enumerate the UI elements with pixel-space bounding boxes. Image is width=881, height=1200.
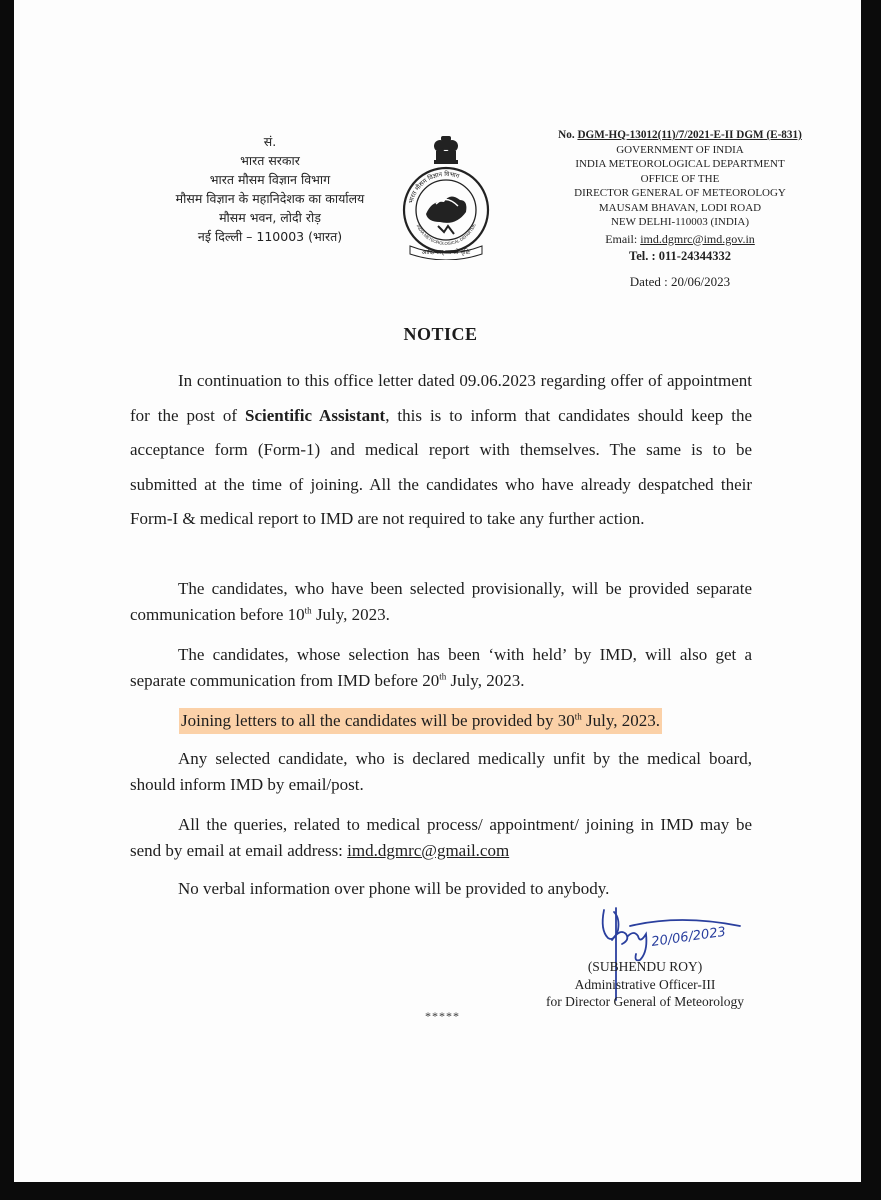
signatory-name: (SUBHENDU ROY) <box>587 959 703 974</box>
signatory-block <box>520 958 770 1011</box>
emblem-motto: आदित्यात् जायते वृष्टिः <box>421 249 471 256</box>
hindi-line-5: मौसम भवन, लोदी रोड़ <box>219 210 321 225</box>
emblem-ring-text-english: INDIA METEOROLOGICAL DEPARTME <box>415 222 477 246</box>
p3-text-start: The candidates, whose selection has been ‘with held’ by IMD, will also get a separate communication from IMD before 20 <box>130 645 752 690</box>
p1-text-end: , this is to inform that candidates should keep the acceptance form (Form-1) and medical report with themselves. The same is to be submitted at the time of joining. All the candidates who have already despatched their Form-I & medical report to IMD are not required to take any further action. <box>130 405 753 528</box>
hindi-letterhead <box>170 132 370 246</box>
scan-frame-left <box>0 0 14 1200</box>
hindi-line-1: सं. <box>263 134 277 149</box>
p3-text-end: July, 2023. <box>446 671 525 690</box>
notice-title: NOTICE <box>403 324 478 344</box>
signatory-for-line: for Director General of Meteorology <box>546 994 744 1009</box>
eng-line-6: NEW DELHI-110003 (INDIA) <box>610 216 750 228</box>
hindi-line-3: भारत मौसम विज्ञान विभाग <box>209 172 331 187</box>
p6-text-start: All the queries, related to medical process/ appointment/ joining in IMD may be send by email at email address: <box>130 815 752 860</box>
dated: Dated : 20/06/2023 <box>629 273 731 289</box>
paragraph-7: No verbal information over phone will be provided to anybody. <box>178 879 610 898</box>
p4-superscript: th <box>574 711 582 722</box>
p4-text-start: Joining letters to all the candidates will be provided by 30 <box>181 711 575 730</box>
paragraph-4-highlighted <box>130 706 752 736</box>
p3-superscript: th <box>439 671 447 682</box>
header-email <box>540 232 820 247</box>
p1-bold-post: Scientific Assistant <box>244 405 386 425</box>
eng-line-5: MAUSAM BHAVAN, LODI ROAD <box>598 201 762 214</box>
p4-text-end: July, 2023. <box>581 711 661 730</box>
email-link[interactable]: imd.dgmrc@imd.gov.in <box>640 231 755 246</box>
eng-line-3: OFFICE OF THE <box>640 172 720 185</box>
p2-text-start: The candidates, who have been selected provisionally, will be provided separate communication before 10 <box>130 579 752 624</box>
highlight-marker <box>179 708 662 734</box>
hindi-line-4: मौसम विज्ञान के महानिदेशक का कार्यालय <box>175 191 365 206</box>
eng-line-4: DIRECTOR GENERAL OF METEOROLOGY <box>574 187 786 199</box>
reference-code: DGM-HQ-13012(11)/7/2021-E-II DGM (E-831) <box>577 129 802 141</box>
scan-frame-right <box>861 0 881 1200</box>
reference-prefix: No. <box>558 129 575 141</box>
paragraph-1 <box>130 364 752 537</box>
paragraph-3 <box>130 642 752 694</box>
reference-number <box>540 128 820 143</box>
paragraph-5: Any selected candidate, who is declared medically unfit by the medical board, should inform IMD by email/post. <box>130 749 752 794</box>
hindi-line-6: नई दिल्ली – 110003 (भारत) <box>197 229 343 244</box>
p1-text-start: In continuation to this office letter dated 09.06.2023 regarding offer of appointment for the post of <box>130 371 752 425</box>
scan-frame-bottom <box>0 1182 881 1200</box>
p2-text-end: July, 2023. <box>311 605 390 624</box>
end-stars: ***** <box>425 1009 460 1023</box>
email-label: Email: <box>605 231 638 246</box>
eng-line-1: GOVERNMENT OF INDIA <box>616 143 744 156</box>
hindi-line-2: भारत सरकार <box>240 153 300 168</box>
signature-date: 20/06/2023 <box>650 924 727 950</box>
queries-email-link[interactable]: imd.dgmrc@gmail.com <box>347 841 510 860</box>
paragraph-2 <box>130 576 752 628</box>
emblem-ring-text: भारत मौसम विज्ञान विभाग <box>407 170 461 205</box>
imd-emblem <box>398 134 494 260</box>
eng-line-2: INDIA METEOROLOGICAL DEPARTMENT <box>575 158 785 170</box>
emblem-icon <box>398 134 494 260</box>
telephone: Tel. : 011-24344332 <box>629 249 731 263</box>
english-letterhead <box>540 128 820 289</box>
p2-superscript: th <box>304 605 312 616</box>
paragraph-6 <box>130 812 752 864</box>
signatory-designation: Administrative Officer-III <box>574 976 716 992</box>
